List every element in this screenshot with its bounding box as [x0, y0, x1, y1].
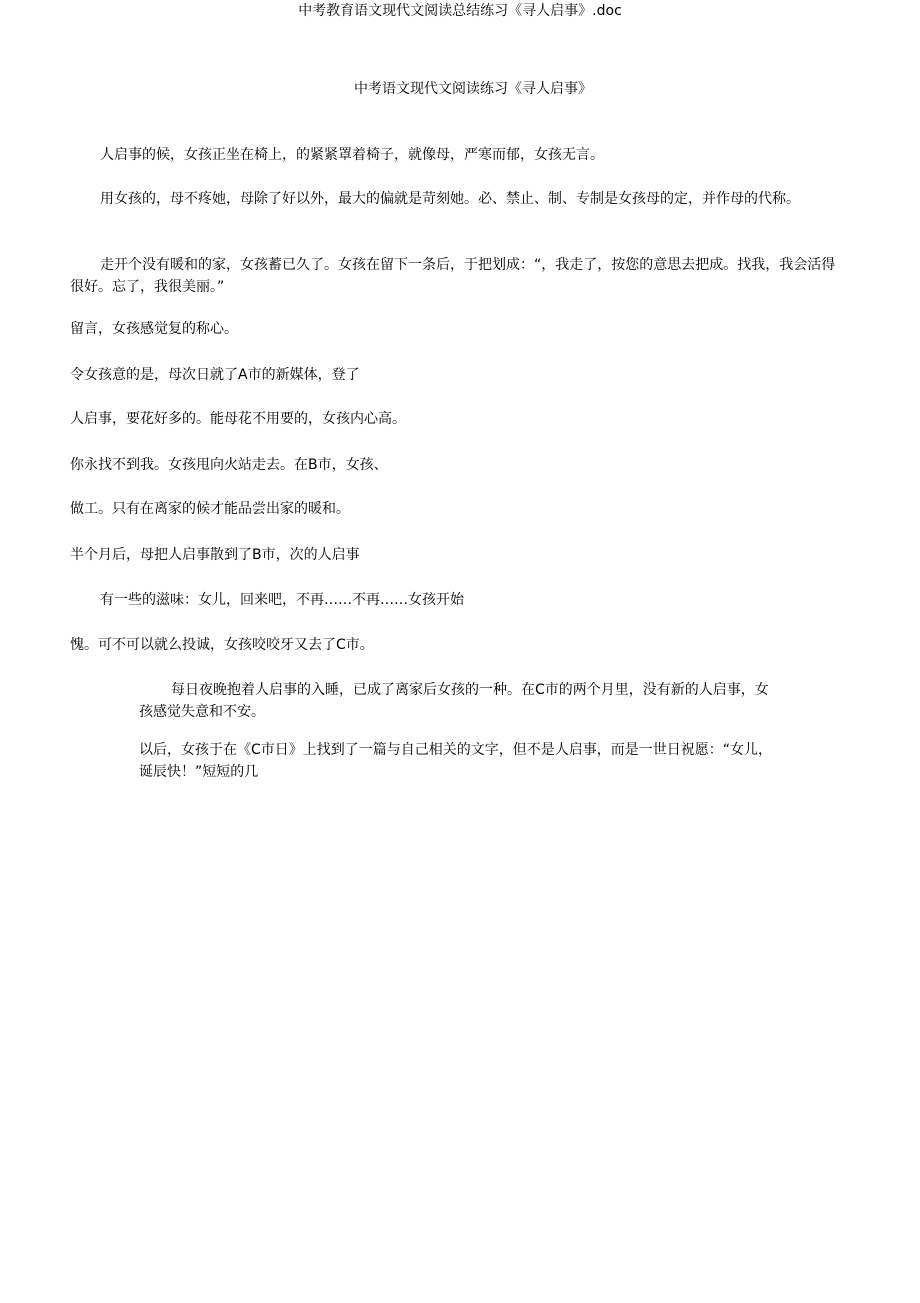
- paragraph-1: 人启事的候，女孩正坐在椅上，的紧紧罩着椅子，就像母，严寒而郁，女孩无言。: [100, 147, 604, 163]
- paragraph-4: 留言，女孩感觉复的称心。: [70, 321, 238, 337]
- paragraph-12: 每日夜晚抱着人启事的入睡，已成了离家后女孩的一种。在C市的两个月里，没有新的人启事，女孩感觉失意和不安。: [139, 682, 769, 720]
- paragraph-6: 人启事，要花好多的。能母花不用要的，女孩内心高。: [70, 411, 406, 427]
- file-title: 中考教育语文现代文阅读总结练习《寻人启事》.doc: [298, 3, 622, 19]
- paragraph-5: 令女孩意的是，母次日就了A市的新媒体，登了: [70, 367, 360, 383]
- paragraph-10: 有一些的滋味：女儿，回来吧，不再……不再……女孩开始: [100, 592, 464, 608]
- document-title: 中考语文现代文阅读练习《寻人启事》: [354, 81, 592, 97]
- paragraph-7: 你永找不到我。女孩甩向火站走去。在B市，女孩、: [70, 457, 388, 473]
- paragraph-2: 用女孩的，母不疼她，母除了好以外，最大的偏就是苛刻她。必、禁止、制、专制是女孩母的定，并作母的代称。: [100, 191, 800, 207]
- paragraph-11: 愧。可不可以就么投诚，女孩咬咬牙又去了C市。: [70, 637, 374, 653]
- paragraph-3: 走开个没有暖和的家，女孩蓄已久了。女孩在留下一条后，于把划成：“，我走了，按您的意思去把成。找我，我会活得很好。忘了，我很美丽。”: [70, 257, 836, 295]
- paragraph-8: 做工。只有在离家的候才能品尝出家的暖和。: [70, 501, 350, 517]
- paragraph-9: 半个月后，母把人启事散到了B市，次的人启事: [70, 547, 360, 563]
- paragraph-13: 以后，女孩于在《C市日》上找到了一篇与自己相关的文字，但不是人启事，而是一世日祝愿：“女儿，诞辰快！”短短的几: [139, 742, 773, 780]
